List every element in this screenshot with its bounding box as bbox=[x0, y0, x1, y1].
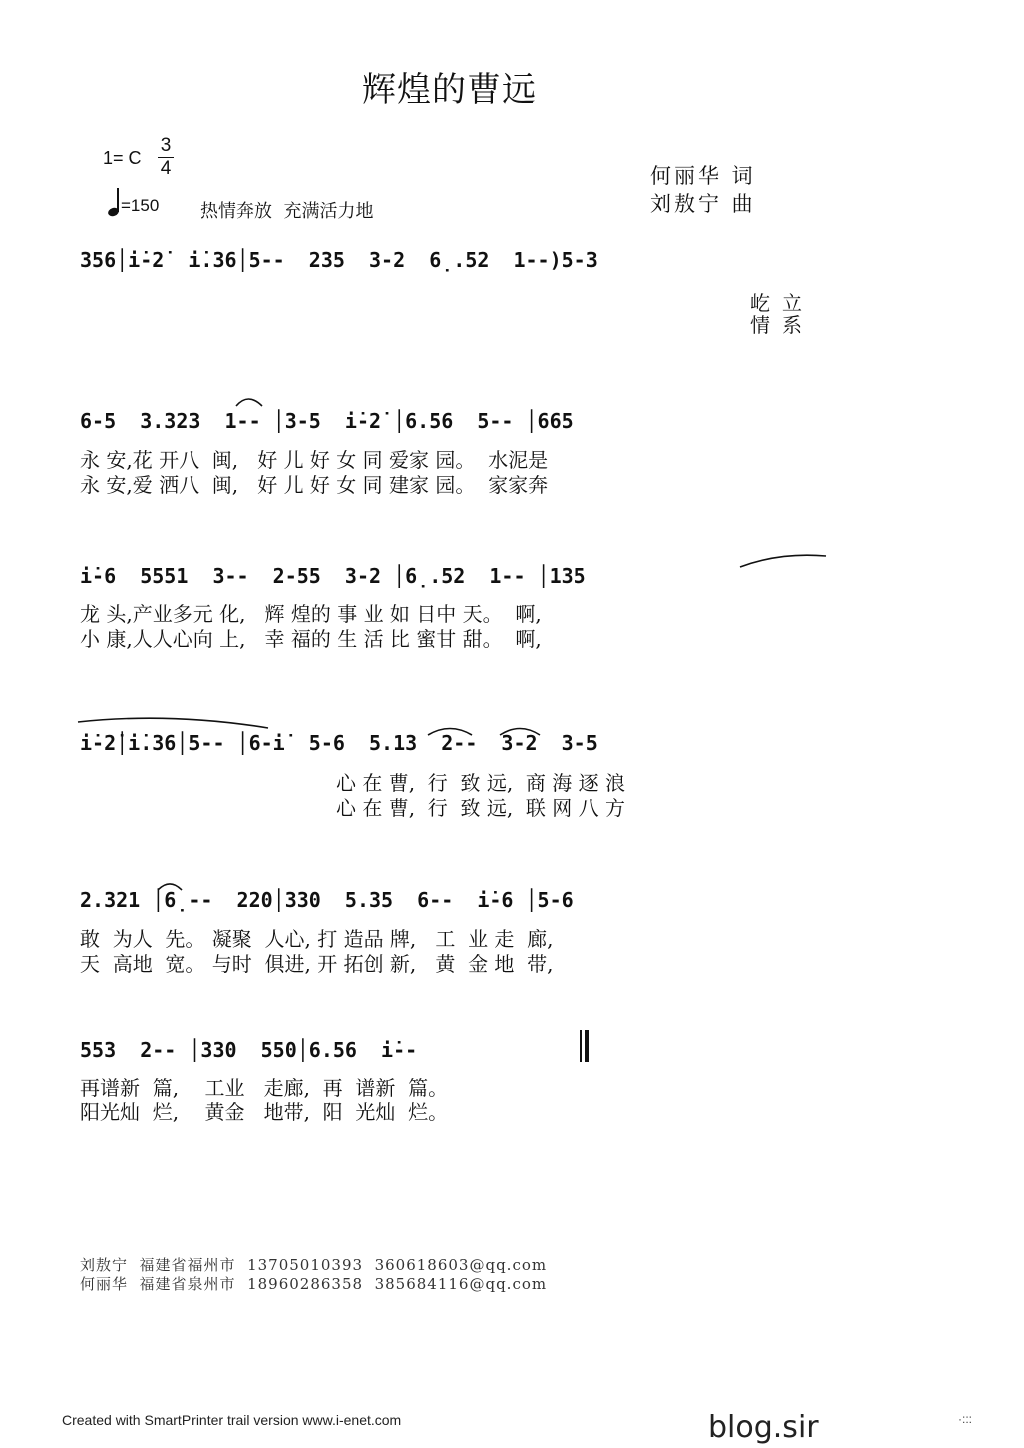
lyric-line-3b: 小 康,人人心向 上, 幸 福的 生 活 比 蜜甘 甜。 啊, bbox=[80, 627, 542, 651]
contact-lyricist: 何丽华 福建省泉州市 18960286358 385684116@qq.com bbox=[80, 1275, 548, 1293]
time-signature-top: 3 bbox=[160, 135, 172, 156]
watermark: blog.sir bbox=[708, 1410, 819, 1445]
expression-marking: 热情奔放 充满活力地 bbox=[200, 201, 374, 222]
lyric-line-1b: 情系 bbox=[750, 313, 814, 337]
composer-credit: 刘敖宁 曲 bbox=[650, 192, 756, 216]
time-signature-bottom: 4 bbox=[160, 158, 172, 179]
quarter-note-icon bbox=[107, 186, 121, 218]
lyric-line-2b: 永 安,爱 洒八 闽, 好 儿 好 女 同 建家 园。 家家奔 bbox=[80, 473, 549, 497]
notation-line-3: i̇-6 5551 3-- 2-55 3-2 │6̣.52 1-- │135 bbox=[80, 564, 586, 588]
notation-line-4: i̇-2̇│i̇.36│5-- │6-i̇ 5-6 5.13 2-- 3-2 3-5 bbox=[80, 731, 598, 755]
slur-3 bbox=[78, 718, 268, 728]
final-barline bbox=[580, 1030, 589, 1062]
lyric-line-4a: 心 在 曹, 行 致 远, 商 海 逐 浪 bbox=[336, 771, 626, 795]
tempo-marking: =150 bbox=[121, 196, 160, 215]
notation-line-2: 6-5 3.323 1-- │3-5 i̇-2̇ │6.56 5-- │665 bbox=[80, 409, 574, 433]
slur-2 bbox=[740, 555, 826, 567]
song-title: 辉煌的曹远 bbox=[362, 70, 537, 110]
notation-line-1: 356│i̇-2̇ i̇.36│5-- 235 3-2 6̣.52 1--)5-3 bbox=[80, 248, 598, 272]
lyric-line-6b: 阳光灿 烂, 黄金 地带, 阳 光灿 烂。 bbox=[80, 1100, 449, 1124]
lyricist-credit: 何丽华 词 bbox=[650, 164, 756, 188]
slur-1 bbox=[236, 399, 262, 406]
lyric-line-4b: 心 在 曹, 行 致 远, 联 网 八 方 bbox=[336, 796, 626, 820]
lyric-line-6a: 再谱新 篇, 工业 走廊, 再 谱新 篇。 bbox=[80, 1076, 449, 1100]
lyric-line-5a: 敢 为人 先。 凝聚 人心, 打 造品 牌, 工 业 走 廊, bbox=[80, 927, 554, 951]
lyric-line-3a: 龙 头,产业多元 化, 辉 煌的 事 业 如 日中 天。 啊, bbox=[80, 602, 542, 626]
time-signature bbox=[158, 136, 174, 179]
corner-mark: ·::: bbox=[958, 1412, 972, 1426]
lyric-line-5b: 天 高地 宽。 与时 俱进, 开 拓创 新, 黄 金 地 带, bbox=[80, 952, 554, 976]
notation-line-5: 2.321 │6̣-- 220│330 5.35 6-- i̇-6 │5-6 bbox=[80, 888, 574, 912]
contact-composer: 刘敖宁 福建省福州市 13705010393 360618603@qq.com bbox=[80, 1256, 548, 1274]
key-signature: 1= C bbox=[103, 148, 142, 168]
lyric-line-1a: 屹立 bbox=[750, 291, 814, 315]
printer-footer: Created with SmartPrinter trail version www.i-enet.com bbox=[62, 1412, 402, 1428]
notation-line-6: 553 2-- │330 550│6.56 i̇-- bbox=[80, 1038, 418, 1062]
lyric-line-2a: 永 安,花 开八 闽, 好 儿 好 女 同 爱家 园。 水泥是 bbox=[80, 448, 549, 472]
